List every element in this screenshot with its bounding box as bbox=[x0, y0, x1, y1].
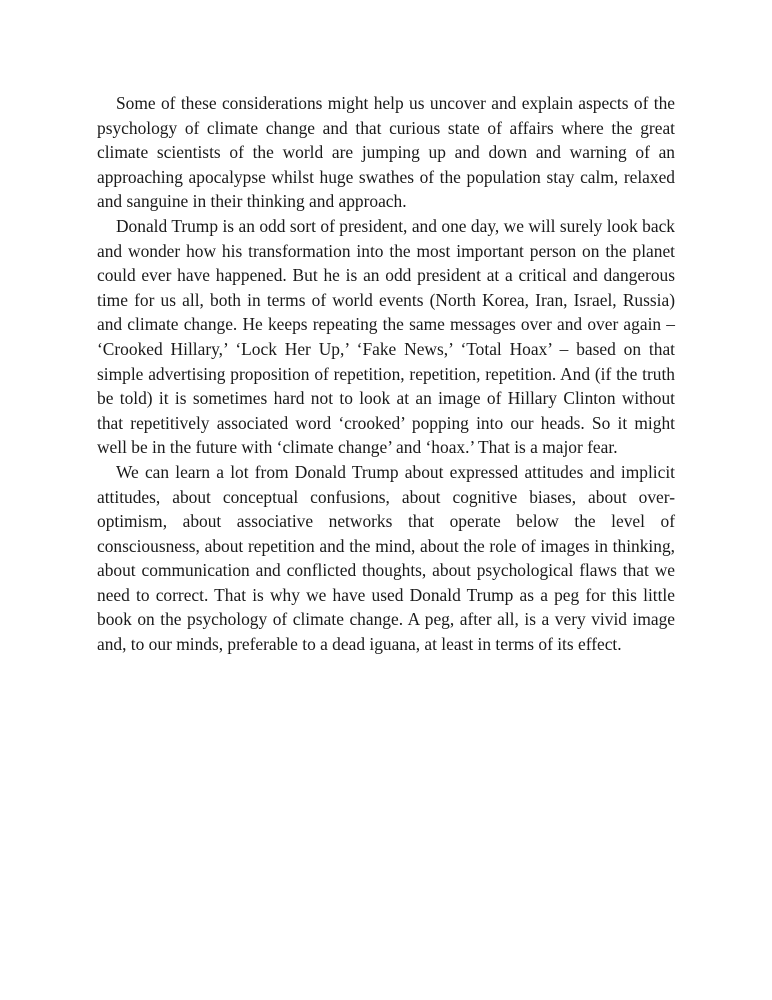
paragraph-1: Some of these considerations might help us uncover and explain aspects of the psychology of climate change and that curious state of affairs where the great climate scientists of the world are jumping up and down and warning of an approaching apocalypse whilst huge swathes of the population stay calm, relaxed and sanguine in their thinking and approach. bbox=[97, 93, 675, 212]
body-text bbox=[97, 91, 675, 657]
paragraph-3: We can learn a lot from Donald Trump about expressed attitudes and implicit attitudes, about conceptual confusions, about cognitive biases, about over-optimism, about associative networks that operate below the level of consciousness, about repetition and the mind, about the role of images in thinking, about communication and conflicted thoughts, about psychological flaws that we need to correct. That is why we have used Donald Trump as a peg for this little book on the psychology of climate change. A peg, after all, is a very vivid image and, to our minds, preferable to a dead iguana, at least in terms of its effect. bbox=[97, 461, 675, 655]
paragraph-2: Donald Trump is an odd sort of president, and one day, we will surely look back and wonder how his transformation into the most important person on the planet could ever have happened. But he is an odd president at a critical and dangerous time for us all, both in terms of world events (North Korea, Iran, Israel, Russia) and climate change. He keeps repeating the same messages over and over again – ‘Crooked Hillary,’ ‘Lock Her Up,’ ‘Fake News,’ ‘Total Hoax’ – based on that simple advertising proposition of repetition, repetition, repetition. And (if the truth be told) it is sometimes hard not to look at an image of Hillary Clinton without that repetitively associated word ‘crooked’ popping into our heads. So it might well be in the future with ‘climate change’ and ‘hoax.’ That is a major fear. bbox=[97, 215, 675, 458]
